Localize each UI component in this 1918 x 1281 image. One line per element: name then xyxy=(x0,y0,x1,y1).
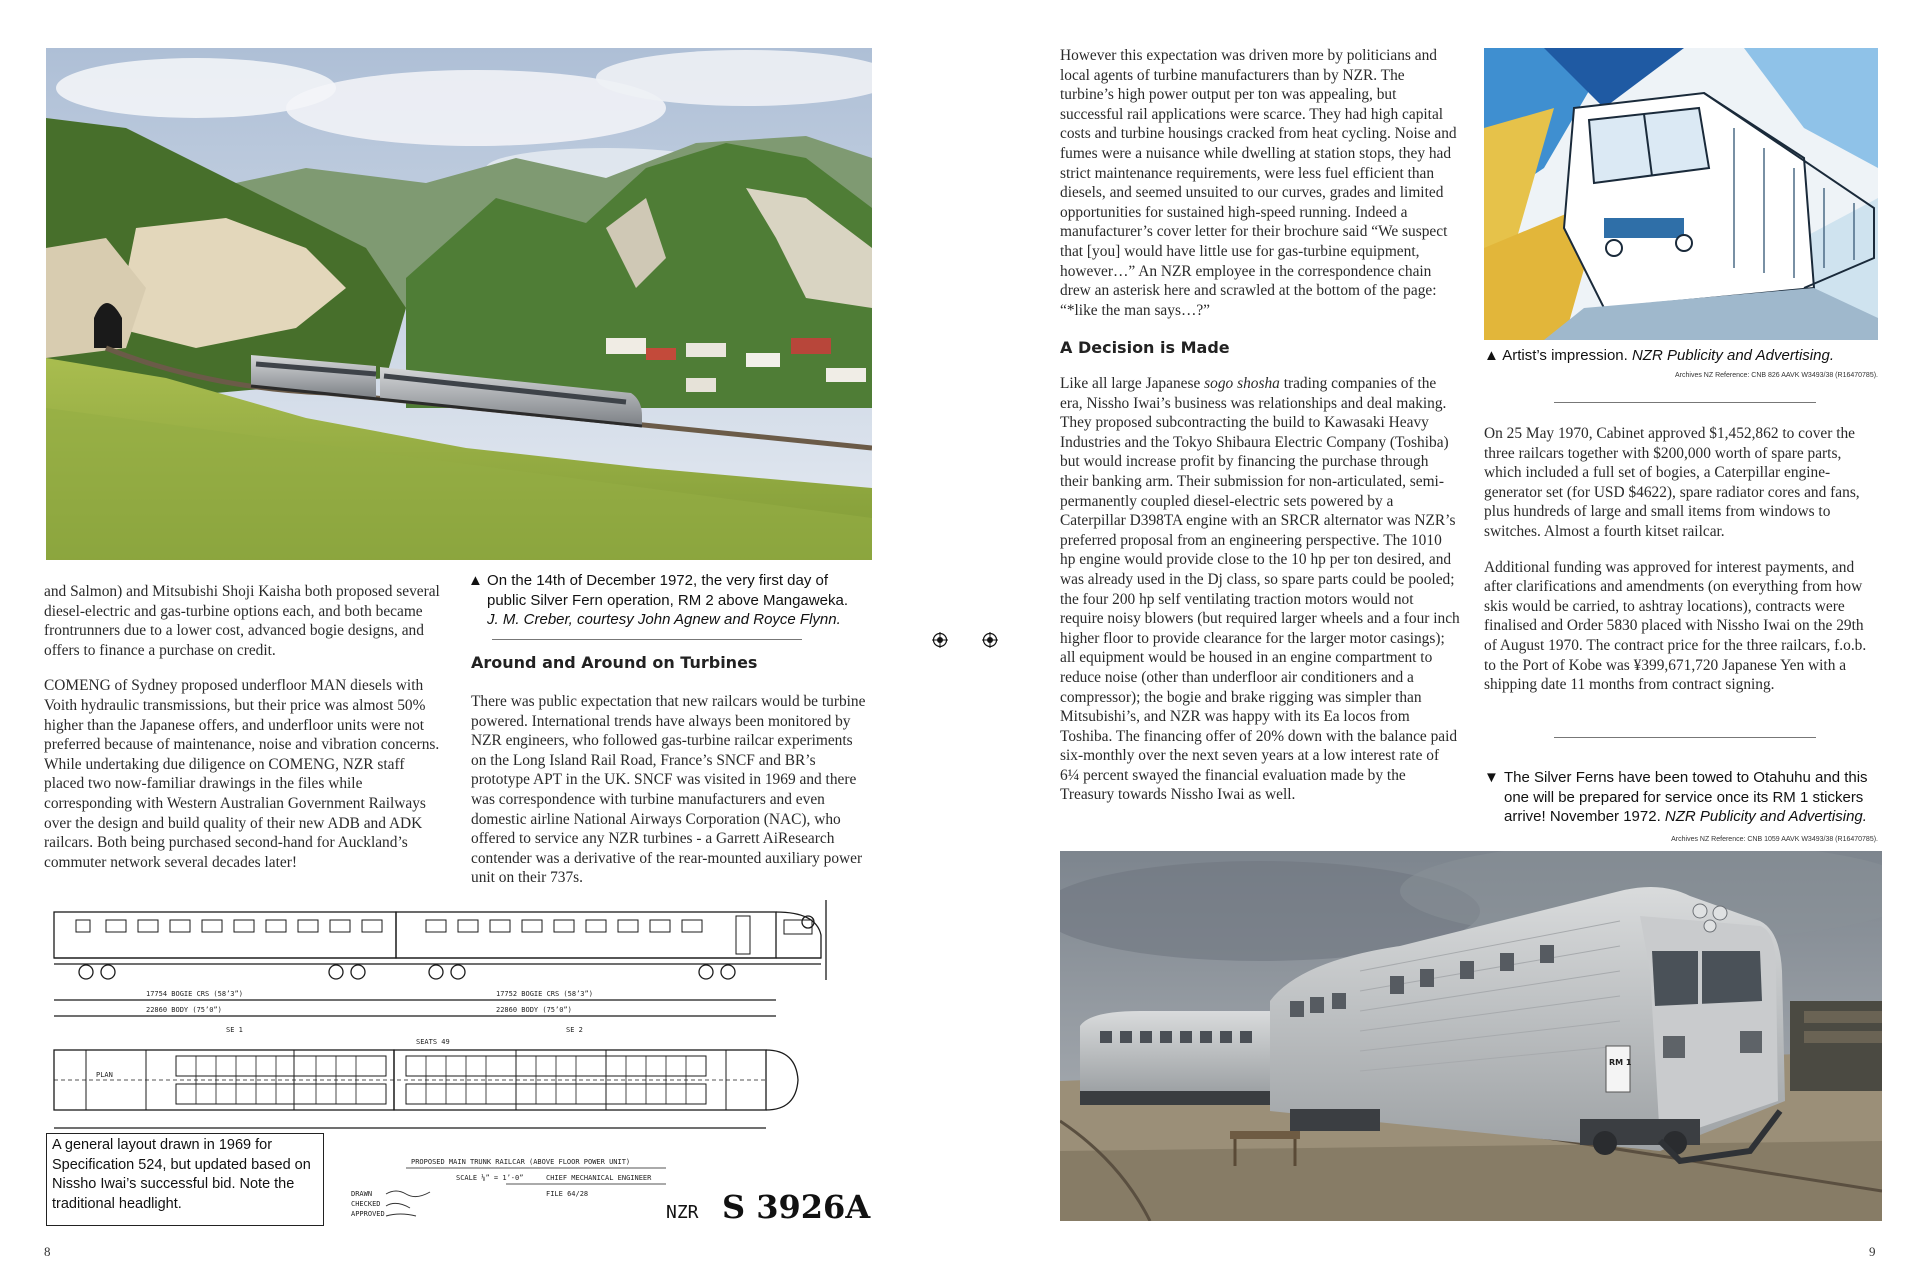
drawing-checked: CHECKED xyxy=(351,1200,381,1208)
right-column-1-top xyxy=(1060,46,1460,336)
right-column-1-decision xyxy=(1060,374,1460,821)
photo-caption-line2: public Silver Fern operation, RM 2 above Mangaweka. xyxy=(487,591,849,609)
paragraph: COMENG of Sydney proposed underfloor MAN diesels with Voith hydraulic transmissions, but their price was almost 50% higher than the Japanese offers, and underfloor units were not preferred because of maintenance, noise and vibration concerns. While undertaking due diligence on COMENG, NZR staff placed two now-familiar drawings in the files while corresponding with Western Australian Government Railways over the design and build quality of their new ADB and ADK railcars. Both being purchased second-hand for Auckland’s commuter network several decades later! xyxy=(44,677,440,871)
paragraph: However this expectation was driven more by politicians and local agents of turbine manufacturers than by NZR. The turbine’s high power output per ton was appealing, but successful rail applications were scarce. They had high capital costs and turbine housings cracked from heat cycling. Noise and fumes were a nuisance while dwelling at station stops, they had strict maintenance requirements, were less fuel efficient than diesels, and seemed unsuited to our curves, grades and limited opportunities for sustained high-speed running. Indeed a manufacturer’s cover letter for their brochure said “We suspect that [you] would have little use for gas-turbine equipment, however…” An NZR employee in the correspondence chain drew an asterisk here and scrawled at the bottom of the page: “*like the man says…?” xyxy=(1060,47,1457,319)
archives-reference-1: Archives NZ Reference: CNB 826 AAVK W3493/38 (R16470785). xyxy=(1675,372,1878,379)
drawing-drawn: DRAWN xyxy=(351,1190,373,1198)
paragraph: There was public expectation that new railcars would be turbine powered. International trends have always been monitored by NZR engineers, who followed gas-turbine railcar experiments on the Long Island Rail Road, France’s SNCF and BR’s prototype APT in the UK. SNCF was visited in 1969 and there was correspondence with turbine manufacturers and even domestic airline National Airways Corporation (NAC), who offered to service any NZR turbines - a Garrett AiResearch contender was a derivative of the rear-mounted auxiliary power unit on their 737s. xyxy=(471,693,866,887)
otahuhu-photo-art xyxy=(1060,851,1882,1221)
paragraph: and Salmon) and Mitsubishi Shoji Kaisha both proposed several diesel-electric and gas-turbine options each, and both became frontrunners due to a lower cost, advanced bogie designs, and offers to finance a purchase on credit. xyxy=(44,583,440,659)
caption-marker-up: ▲ xyxy=(1484,347,1499,364)
towed-caption: ▼ The Silver Ferns have been towed to Otahuhu and this one will be prepared for service once its RM 1 stickers arrive! November 1972. NZR Publicity and Advertising. xyxy=(1484,769,1868,825)
drawing-label: PLAN xyxy=(96,1071,113,1079)
right-column-2 xyxy=(1484,424,1880,711)
caption-marker-down: ▼ xyxy=(1484,769,1499,786)
artist-caption: ▲ Artist’s impression. NZR Publicity and Advertising. xyxy=(1484,347,1834,364)
registration-mark-icon xyxy=(932,632,948,648)
mangaweka-photo-art xyxy=(46,48,872,560)
caption-marker-up: ▲ xyxy=(468,572,483,589)
mangaweka-photo xyxy=(46,48,872,560)
drawing-scale: SCALE ⅛” = 1’-0” xyxy=(456,1174,524,1182)
photo-caption-line1: ▲ On the 14th of December 1972, the very first day of xyxy=(468,572,829,589)
paragraph: On 25 May 1970, Cabinet approved $1,452,862 to cover the three railcars together with $200,000 worth of spare parts, which included a full set of bogies, a Caterpillar engine-generator set (for USD $4622), spare radiator cores and fans, plus hundreds of large and small items from windows to switches. Almost a fourth kitset railcar. xyxy=(1484,425,1860,540)
rm1-sticker: RM 1 xyxy=(1609,1058,1632,1067)
archives-reference-2: Archives NZ Reference: CNB 1059 AAVK W3493/38 (R16470785). xyxy=(1671,836,1878,843)
page-number-left: 8 xyxy=(44,1244,51,1259)
photo-credit: J. M. Creber, courtesy John Agnew and Royce Flynn. xyxy=(487,611,841,628)
drawing-dim: 22860 BODY (75’0”) xyxy=(496,1006,572,1014)
divider xyxy=(1554,737,1816,738)
section-heading-decision: A Decision is Made xyxy=(1060,338,1230,357)
drawing-dim: 17752 BOGIE CRS (58’3”) xyxy=(496,990,593,998)
registration-mark-icon xyxy=(982,632,998,648)
photo-caption xyxy=(468,571,888,630)
drawing-number-prefix: NZR xyxy=(666,1202,699,1223)
artist-impression-illustration xyxy=(1484,48,1878,340)
drawing-title-block: PROPOSED MAIN TRUNK RAILCAR (ABOVE FLOOR POWER UNIT) xyxy=(411,1158,631,1166)
drawing-dim: 22860 BODY (75’0”) xyxy=(146,1006,222,1014)
paragraph: Like all large Japanese sogo shosha trading companies of the era, Nissho Iwai’s business was relationships and deal making. They proposed subcontracting the build to Kawasaki Heavy Industries and the Tokyo Shibaura Electric Company (Toshiba) but would increase profit by financing the purchase through their banking arm. Their submission for non-articulated, semi-permanently coupled diesel-electric sets powered by a Caterpillar D398TA engine with an SRCR alternator was NZR’s preferred proposal from an engineering perspective. The 1010 hp engine would provide close to the 10 hp per ton desired, and was already used in the Dj class, so spare parts could be pooled; the four 200 hp self ventilating traction motors would not require noisy blowers (but required larger wheels and a four inch higher floor to provide clearance for the larger motor casings); all equipment would be housed in an engine compartment to reduce noise (other than underfloor air conditioners and a compressor); the bogie and brake rigging was simpler than Mitsubishi’s, and NZR was happy with its Ea locos from Toshiba. The financing offer of 20% down with the balance paid six-monthly over the next seven years at a low interest rate of 6¼ percent swayed the financial evaluation made by the Treasury towards Nissho Iwai as well. xyxy=(1060,375,1460,804)
caption-divider xyxy=(492,639,802,640)
drawing-label: SE 1 xyxy=(226,1026,243,1034)
artist-impression-art xyxy=(1484,48,1878,340)
divider xyxy=(1554,402,1816,403)
drawing-caption: A general layout drawn in 1969 for Specification 524, but updated based on Nissho Iwai’s successful bid. Note the traditional headlight. xyxy=(52,1137,311,1212)
drawing-file: FILE 64/28 xyxy=(546,1190,589,1198)
drawing-chief: CHIEF MECHANICAL ENGINEER xyxy=(546,1174,652,1182)
drawing-label: SE 2 xyxy=(566,1026,583,1034)
left-column-2 xyxy=(471,692,871,904)
paragraph: Additional funding was approved for interest payments, and after clarifications and amendments (on everything from how skis would be carried, to ashtray locations), contracts were finalised and Order 5830 placed with Nissho Iwai on the 29th of August 1970. The contract price for the three railcars, f.o.b. to the Port of Kobe was ¥399,671,720 Japanese Yen with a shipping date 11 months from contract signing. xyxy=(1484,558,1867,694)
drawing-caption-box xyxy=(46,1133,324,1226)
left-column-1 xyxy=(44,582,444,888)
drawing-label: SEATS 49 xyxy=(416,1038,450,1046)
drawing-dim: 17754 BOGIE CRS (58’3”) xyxy=(146,990,243,998)
drawing-number: S 3926A xyxy=(722,1188,871,1226)
otahuhu-photo xyxy=(1060,851,1882,1221)
page-number-right: 9 xyxy=(1869,1244,1876,1259)
drawing-approved: APPROVED xyxy=(351,1210,385,1218)
section-heading-turbines: Around and Around on Turbines xyxy=(471,653,758,672)
